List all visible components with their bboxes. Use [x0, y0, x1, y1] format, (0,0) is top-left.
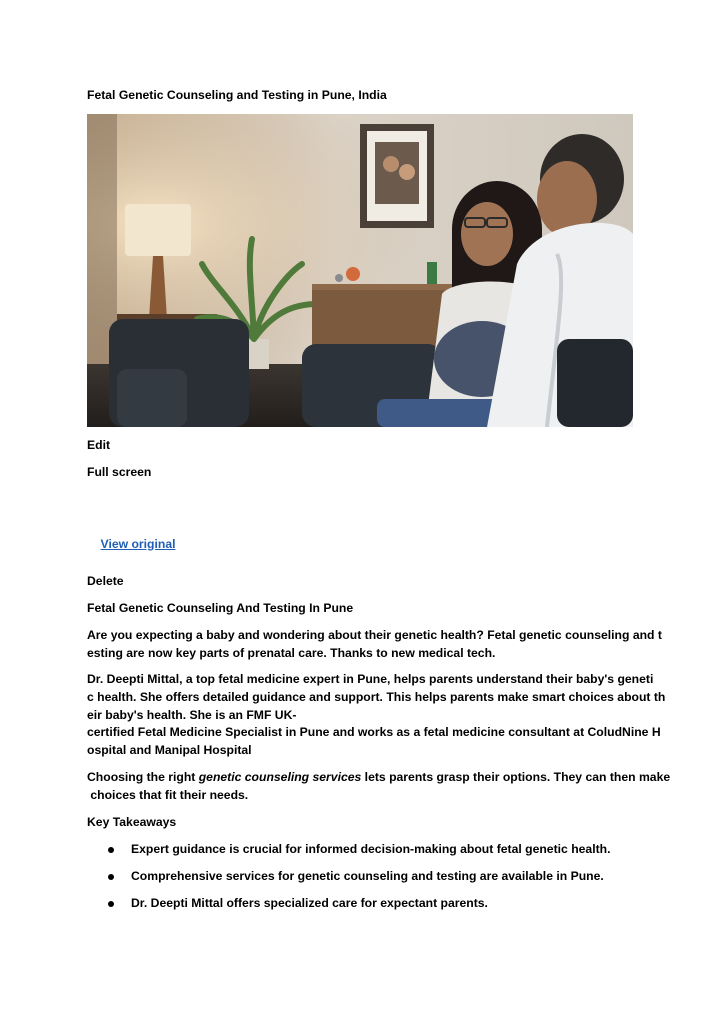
- view-original-link[interactable]: View original: [100, 536, 176, 551]
- paragraph-1-line-1: Are you expecting a baby and wondering about their genetic health? Fetal genetic counseling and t: [87, 628, 662, 642]
- paragraph-1-line-2: esting are now key parts of prenatal care. Thanks to new medical tech.: [87, 646, 496, 660]
- paragraph-2-line-4: certified Fetal Medicine Specialist in Pune and works as a fetal medicine consultant at ColudNine H: [87, 725, 661, 739]
- bullet-icon: [108, 874, 114, 880]
- section-heading: Fetal Genetic Counseling And Testing In Pune: [87, 601, 354, 615]
- paragraph-2-line-2: c health. She offers detailed guidance and support. This helps parents make smart choices about th: [87, 690, 666, 704]
- takeaway-item: Expert guidance is crucial for informed decision-making about fetal genetic health.: [131, 842, 611, 856]
- page-title: Fetal Genetic Counseling and Testing in Pune, India: [87, 88, 387, 102]
- bullet-icon: [108, 847, 114, 853]
- edit-button[interactable]: Edit: [87, 438, 111, 452]
- delete-button[interactable]: Delete: [87, 574, 124, 588]
- paragraph-3-text-after: lets parents grasp their options. They can then make: [361, 770, 671, 784]
- paragraph-2-line-3: eir baby's health. She is an FMF UK-: [87, 708, 297, 722]
- paragraph-3-text-before: Choosing the right: [87, 770, 199, 784]
- key-takeaways-heading: Key Takeaways: [87, 815, 177, 829]
- paragraph-3-line-2: choices that fit their needs.: [87, 788, 249, 802]
- full-screen-button[interactable]: Full screen: [87, 465, 152, 479]
- takeaway-item: Dr. Deepti Mittal offers specialized care for expectant parents.: [131, 896, 488, 910]
- paragraph-2-line-1: Dr. Deepti Mittal, a top fetal medicine expert in Pune, helps parents understand their baby's geneti: [87, 672, 654, 686]
- paragraph-3-line-1: [87, 769, 670, 787]
- genetic-counseling-services-emphasis: genetic counseling services: [198, 770, 362, 784]
- consultation-photo: [87, 114, 633, 427]
- paragraph-2-line-5: ospital and Manipal Hospital: [87, 743, 252, 757]
- takeaway-item: Comprehensive services for genetic counseling and testing are available in Pune.: [131, 869, 604, 883]
- bullet-icon: [108, 901, 114, 907]
- view-original-link-wrap: [87, 518, 176, 571]
